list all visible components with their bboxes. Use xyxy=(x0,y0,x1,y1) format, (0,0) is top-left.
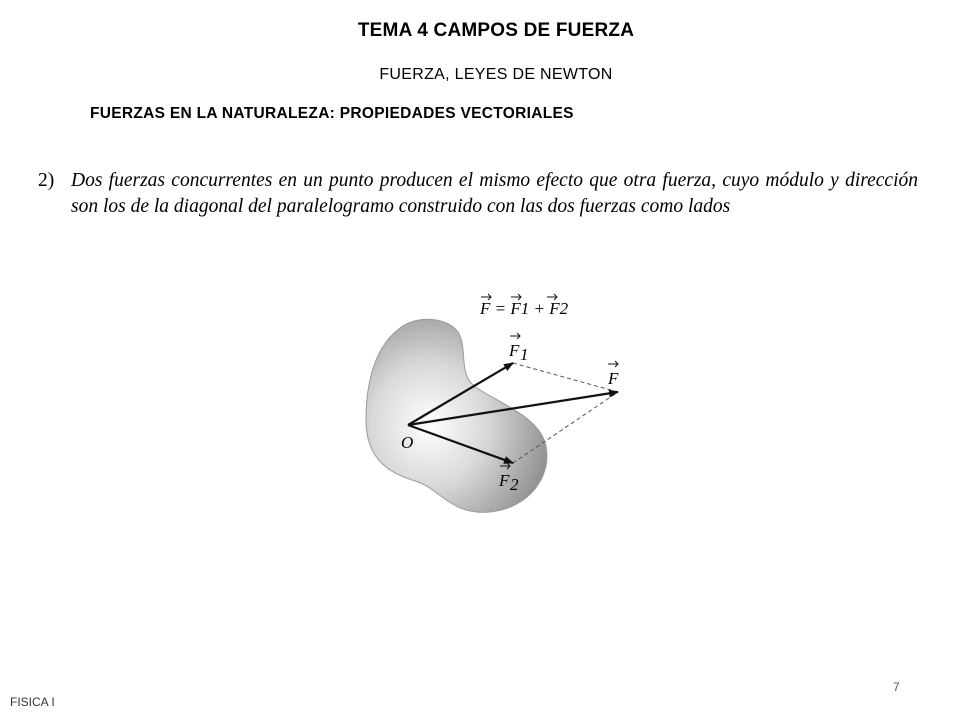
section-heading: FUERZAS EN LA NATURALEZA: PROPIEDADES VECTORIALES xyxy=(90,105,574,122)
dashed-side-upper xyxy=(513,363,618,392)
svg-text:2: 2 xyxy=(510,475,519,494)
vector-equation xyxy=(479,294,569,318)
force-parallelogram-diagram xyxy=(340,280,660,520)
footer-course: FISICA I xyxy=(10,695,55,709)
page-number: 7 xyxy=(893,680,900,694)
page-title: TEMA 4 CAMPOS DE FUERZA xyxy=(357,20,635,41)
f1-label xyxy=(508,333,529,364)
origin-label: O xyxy=(401,433,414,452)
svg-text:F: F xyxy=(608,369,619,388)
equation-text: F = F1 + F2 xyxy=(480,299,569,318)
problem-text: Dos fuerzas concurrentes en un punto producen el mismo efecto que otra fuerza, cuyo módulo y dirección son los de la diagonal del paralelogramo construido con las dos fuerzas como lados xyxy=(71,170,918,217)
resultant-label xyxy=(607,361,619,388)
problem-number: 2) xyxy=(38,170,55,191)
svg-text:F: F xyxy=(499,471,510,490)
page-subtitle: FUERZA, LEYES DE NEWTON xyxy=(379,66,613,83)
svg-text:1: 1 xyxy=(520,345,529,364)
svg-text:F: F xyxy=(509,341,520,360)
problem-statement xyxy=(38,168,918,220)
